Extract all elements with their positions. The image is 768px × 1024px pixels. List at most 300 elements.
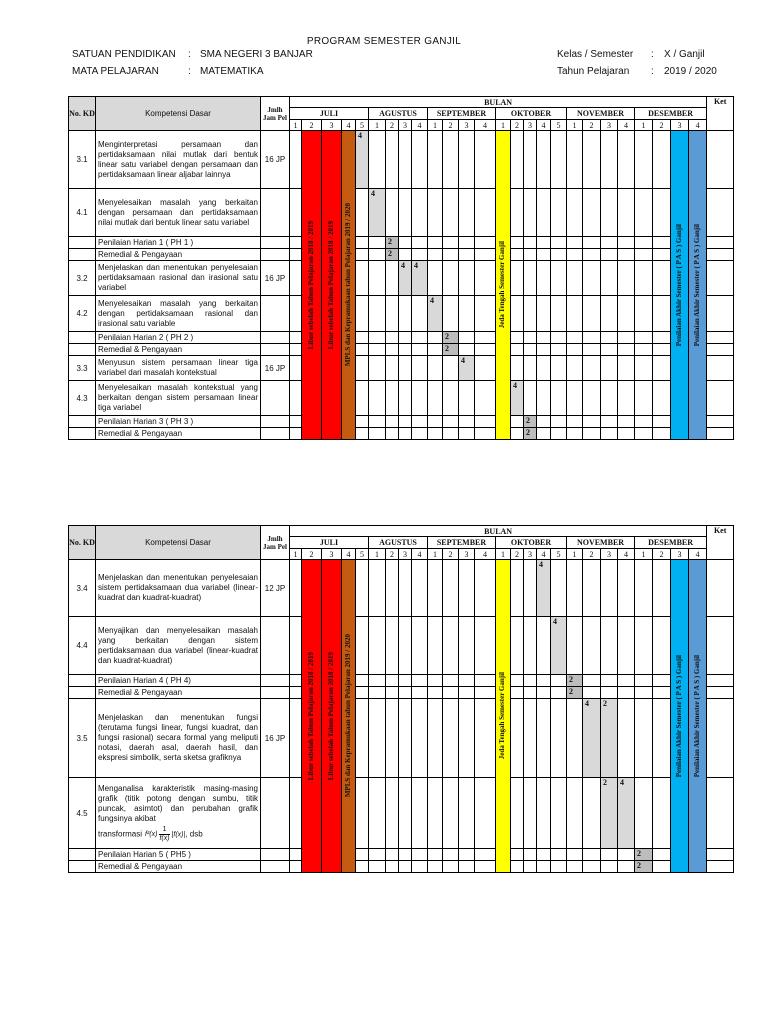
jp-value	[261, 189, 290, 237]
week-cell	[567, 861, 583, 873]
week-allocation	[428, 296, 443, 332]
week-number: 2	[302, 549, 322, 560]
ket-cell	[707, 416, 734, 428]
week-number: 3	[322, 549, 342, 560]
week-cell	[551, 416, 567, 428]
week-allocation	[635, 849, 653, 861]
week-cell	[428, 778, 443, 849]
kelas-colon: :	[651, 49, 654, 60]
bulan-header: BULAN	[290, 97, 707, 108]
ket-cell	[707, 687, 734, 699]
table-row	[69, 617, 734, 675]
week-number: 1	[567, 120, 583, 131]
week-cell	[399, 861, 412, 873]
week-cell	[524, 261, 537, 296]
week-cell	[653, 344, 671, 356]
week-cell	[356, 237, 369, 249]
month-header: JULI	[290, 108, 369, 120]
week-cell	[618, 560, 635, 617]
week-cell	[428, 332, 443, 344]
week-cell	[537, 296, 551, 332]
week-cell	[524, 687, 537, 699]
week-cell	[551, 261, 567, 296]
jp-count: 4	[401, 261, 405, 270]
week-number: 2	[511, 120, 524, 131]
week-cell	[443, 296, 459, 332]
week-cell	[511, 560, 524, 617]
week-cell	[567, 699, 583, 778]
week-cell	[356, 617, 369, 675]
week-cell	[399, 560, 412, 617]
week-cell	[583, 131, 601, 189]
jp-value	[261, 861, 290, 873]
kd-number: 4.4	[69, 617, 96, 675]
kd-text: Remedial & Pengayaan	[98, 250, 183, 259]
week-cell	[369, 560, 386, 617]
week-cell	[567, 296, 583, 332]
week-cell	[475, 189, 496, 237]
week-cell	[618, 381, 635, 416]
jp-count: 4	[371, 189, 375, 198]
week-number: 1	[428, 549, 443, 560]
week-number: 4	[537, 120, 551, 131]
week-cell	[475, 332, 496, 344]
jp-value	[261, 416, 290, 428]
week-cell	[511, 131, 524, 189]
pas-label-1: Penilaian Akhir Semester ( P A S ) Ganjil	[674, 654, 683, 778]
ket-cell	[707, 131, 734, 189]
week-number: 2	[443, 549, 459, 560]
week-cell	[290, 687, 302, 699]
week-cell	[475, 249, 496, 261]
jp-value	[261, 381, 290, 416]
pas-label-2-cell	[689, 131, 707, 440]
week-cell	[583, 296, 601, 332]
kd-number: 3.4	[69, 560, 96, 617]
week-number: 3	[322, 120, 342, 131]
jp-count: 2	[526, 428, 530, 437]
jp-value: 16 JP	[261, 699, 290, 778]
table-row	[69, 381, 734, 416]
week-cell	[399, 131, 412, 189]
week-cell	[618, 675, 635, 687]
ket-cell	[707, 861, 734, 873]
week-cell	[583, 416, 601, 428]
week-cell	[443, 617, 459, 675]
mapel-value: MATEMATIKA	[200, 66, 264, 77]
week-cell	[635, 261, 653, 296]
kd-description	[96, 261, 261, 296]
kompetensi-header: Kompetensi Dasar	[96, 526, 261, 560]
table-row	[69, 356, 734, 381]
week-number: 1	[567, 549, 583, 560]
week-cell	[369, 699, 386, 778]
tahun-label: Tahun Pelajaran	[557, 66, 630, 77]
week-cell	[618, 332, 635, 344]
week-cell	[551, 861, 567, 873]
week-cell	[475, 261, 496, 296]
week-cell	[428, 699, 443, 778]
week-number: 1	[369, 549, 386, 560]
week-cell	[356, 560, 369, 617]
kd-number: 3.3	[69, 356, 96, 381]
table-row	[69, 560, 734, 617]
kelas-value: X / Ganjil	[664, 49, 705, 60]
kd-number: 4.5	[69, 778, 96, 849]
week-cell	[356, 189, 369, 237]
week-cell	[583, 356, 601, 381]
formula-abs: |f(x)|	[171, 831, 186, 839]
week-cell	[537, 699, 551, 778]
week-cell	[635, 560, 653, 617]
ket-cell	[707, 344, 734, 356]
week-cell	[583, 189, 601, 237]
week-cell	[356, 687, 369, 699]
formula-prefix: transformasi	[98, 829, 143, 839]
week-allocation	[601, 778, 618, 849]
week-allocation	[386, 237, 399, 249]
week-cell	[386, 189, 399, 237]
pas-label-1: Penilaian Akhir Semester ( P A S ) Ganjil	[674, 223, 683, 347]
week-cell	[524, 560, 537, 617]
week-number: 1	[635, 549, 653, 560]
week-cell	[412, 189, 428, 237]
week-cell	[567, 131, 583, 189]
week-cell	[443, 778, 459, 849]
jp-count: 2	[388, 237, 392, 246]
week-cell	[537, 344, 551, 356]
kd-text: Menganalisa karakteristik masing-masing grafik (titik potong dengan sumbu, titik puncak, asimtot) dan perubahan grafik fungsinya akibat	[98, 783, 258, 823]
month-header: OKTOBER	[496, 537, 567, 549]
mapel-colon: :	[188, 66, 191, 77]
week-cell	[356, 699, 369, 778]
week-number: 4	[475, 549, 496, 560]
kd-text: Remedial & Pengayaan	[98, 345, 183, 354]
week-cell	[369, 416, 386, 428]
libur-label-1-cell	[302, 560, 322, 873]
week-allocation	[459, 356, 475, 381]
week-cell	[443, 416, 459, 428]
week-cell	[583, 261, 601, 296]
month-header: AGUSTUS	[369, 537, 428, 549]
week-number: 5	[551, 549, 567, 560]
week-cell	[635, 189, 653, 237]
week-cell	[601, 249, 618, 261]
week-cell	[511, 189, 524, 237]
week-cell	[356, 778, 369, 849]
week-number: 2	[653, 120, 671, 131]
week-allocation	[369, 189, 386, 237]
jp-value	[261, 296, 290, 332]
table-row	[69, 861, 734, 873]
week-cell	[524, 699, 537, 778]
week-cell	[524, 189, 537, 237]
jp-value	[261, 617, 290, 675]
tahun-value: 2019 / 2020	[664, 66, 717, 77]
week-cell	[369, 861, 386, 873]
week-allocation	[356, 131, 369, 189]
week-number: 4	[618, 549, 635, 560]
week-cell	[290, 675, 302, 687]
jp-count: 4	[430, 296, 434, 305]
week-cell	[290, 428, 302, 440]
kd-number: 3.5	[69, 699, 96, 778]
week-cell	[356, 416, 369, 428]
week-cell	[475, 356, 496, 381]
week-cell	[537, 249, 551, 261]
week-cell	[475, 861, 496, 873]
week-cell	[369, 617, 386, 675]
week-number: 3	[524, 549, 537, 560]
assessment-label	[96, 861, 261, 873]
week-cell	[475, 416, 496, 428]
week-cell	[290, 849, 302, 861]
jp-value	[261, 332, 290, 344]
month-header: JULI	[290, 537, 369, 549]
week-cell	[443, 428, 459, 440]
week-cell	[524, 131, 537, 189]
week-number: 4	[342, 549, 356, 560]
week-cell	[635, 416, 653, 428]
no-kd-header: No. KD	[69, 526, 96, 560]
jp-value: 16 JP	[261, 261, 290, 296]
week-cell	[369, 249, 386, 261]
week-cell	[583, 428, 601, 440]
week-cell	[399, 849, 412, 861]
kd-text: Menjelaskan dan menentukan fungsi (terutama fungsi linear, fungsi kuadrat, dan fungsi rasional) secara formal yang meliputi notasi, daerah asal, daerah hasil, dan ekspresi simbolik, serta sketsa grafiknya	[98, 713, 258, 762]
jp-count: 2	[637, 849, 641, 858]
month-header: NOVEMBER	[567, 108, 635, 120]
kd-number: 4.1	[69, 189, 96, 237]
week-allocation	[537, 560, 551, 617]
jp-count: 4	[414, 261, 418, 270]
mpls-label-cell	[342, 560, 356, 873]
week-cell	[618, 261, 635, 296]
libur-label-1: Libur sebelah Tahun Pelajaran 2018 / 2019	[306, 651, 315, 781]
kd-number	[69, 687, 96, 699]
week-cell	[290, 617, 302, 675]
week-cell	[443, 189, 459, 237]
kd-text: Penilaian Harian 5 ( PH5 )	[98, 850, 191, 859]
jp-value	[261, 249, 290, 261]
week-cell	[428, 356, 443, 381]
week-cell	[443, 560, 459, 617]
kelas-label: Kelas / Semester	[557, 49, 634, 60]
week-allocation	[601, 699, 618, 778]
mpls-label: MPLS dan Kepramukaan tahun Pelajaran 2019 / 2020	[343, 634, 352, 798]
table-row	[69, 261, 734, 296]
week-cell	[653, 189, 671, 237]
week-cell	[635, 344, 653, 356]
week-cell	[412, 381, 428, 416]
week-allocation	[551, 617, 567, 675]
week-cell	[601, 381, 618, 416]
week-cell	[475, 778, 496, 849]
week-number: 2	[386, 549, 399, 560]
formula-frac-top: 1	[159, 826, 169, 835]
kd-description	[96, 189, 261, 237]
week-cell	[618, 189, 635, 237]
week-cell	[511, 778, 524, 849]
week-cell	[356, 296, 369, 332]
week-cell	[524, 849, 537, 861]
week-allocation	[567, 687, 583, 699]
week-number: 2	[443, 120, 459, 131]
week-cell	[399, 332, 412, 344]
week-cell	[443, 849, 459, 861]
week-cell	[386, 861, 399, 873]
week-cell	[475, 617, 496, 675]
week-cell	[412, 296, 428, 332]
week-cell	[511, 687, 524, 699]
week-cell	[399, 189, 412, 237]
week-cell	[428, 675, 443, 687]
week-cell	[459, 617, 475, 675]
ket-cell	[707, 699, 734, 778]
week-cell	[511, 849, 524, 861]
kd-number: 4.2	[69, 296, 96, 332]
week-number: 5	[356, 120, 369, 131]
week-cell	[537, 675, 551, 687]
kd-text: Menyelesaikan masalah yang berkaitan dengan persamaan dan pertidaksamaan nilai mutlak dari bentuk linear satu variabel	[98, 197, 258, 227]
week-cell	[524, 332, 537, 344]
week-cell	[618, 699, 635, 778]
week-cell	[537, 778, 551, 849]
week-cell	[537, 687, 551, 699]
libur-label-2: Libur sebelah Tahun Pelajaran 2018 / 2019	[326, 220, 335, 350]
kd-number	[69, 249, 96, 261]
week-cell	[524, 249, 537, 261]
ket-cell	[707, 261, 734, 296]
kd-text: Remedial & Pengayaan	[98, 429, 183, 438]
satuan-value: SMA NEGERI 3 BANJAR	[200, 49, 313, 60]
week-cell	[399, 344, 412, 356]
week-cell	[386, 416, 399, 428]
kd-number	[69, 416, 96, 428]
kd-description	[96, 699, 261, 778]
week-number: 5	[551, 120, 567, 131]
table-row	[69, 249, 734, 261]
week-cell	[290, 296, 302, 332]
jp-value: 16 JP	[261, 356, 290, 381]
week-number: 1	[496, 120, 511, 131]
table-row	[69, 344, 734, 356]
week-cell	[635, 356, 653, 381]
week-cell	[601, 344, 618, 356]
week-cell	[601, 189, 618, 237]
week-cell	[399, 381, 412, 416]
ket-cell	[707, 237, 734, 249]
assessment-label	[96, 249, 261, 261]
week-cell	[537, 381, 551, 416]
week-cell	[567, 778, 583, 849]
ket-cell	[707, 296, 734, 332]
week-cell	[356, 675, 369, 687]
ket-header: Ket	[707, 526, 734, 560]
week-cell	[635, 778, 653, 849]
week-cell	[399, 356, 412, 381]
week-cell	[653, 332, 671, 344]
week-cell	[567, 237, 583, 249]
week-number: 1	[290, 120, 302, 131]
month-header: SEPTEMBER	[428, 537, 496, 549]
week-allocation	[524, 428, 537, 440]
week-cell	[537, 617, 551, 675]
week-cell	[653, 381, 671, 416]
week-cell	[524, 356, 537, 381]
jp-value	[261, 778, 290, 849]
week-cell	[386, 356, 399, 381]
jp-count: 2	[569, 675, 573, 684]
jp-count: 4	[553, 617, 557, 626]
week-cell	[635, 687, 653, 699]
week-cell	[475, 699, 496, 778]
week-cell	[618, 861, 635, 873]
week-number: 3	[671, 549, 689, 560]
week-number: 3	[601, 549, 618, 560]
week-cell	[428, 131, 443, 189]
week-cell	[635, 237, 653, 249]
week-cell	[551, 249, 567, 261]
week-cell	[369, 356, 386, 381]
week-allocation	[386, 249, 399, 261]
kd-text: Remedial & Pengayaan	[98, 688, 183, 697]
table-row	[69, 778, 734, 849]
week-cell	[475, 296, 496, 332]
week-cell	[386, 381, 399, 416]
formula-suffix: , dsb	[185, 829, 203, 839]
week-cell	[537, 261, 551, 296]
week-cell	[443, 675, 459, 687]
week-cell	[618, 249, 635, 261]
jp-count: 2	[526, 416, 530, 425]
week-number: 2	[583, 120, 601, 131]
week-cell	[567, 849, 583, 861]
week-cell	[653, 261, 671, 296]
week-cell	[475, 560, 496, 617]
week-cell	[511, 249, 524, 261]
week-cell	[567, 344, 583, 356]
week-cell	[653, 237, 671, 249]
kd-description	[96, 131, 261, 189]
week-cell	[386, 778, 399, 849]
week-cell	[369, 261, 386, 296]
week-cell	[635, 699, 653, 778]
week-allocation	[618, 778, 635, 849]
week-cell	[369, 687, 386, 699]
week-cell	[524, 778, 537, 849]
week-cell	[443, 249, 459, 261]
jp-count: 2	[603, 778, 607, 787]
week-cell	[653, 428, 671, 440]
kd-text: Menyelesaikan masalah yang berkaitan dengan pertidaksamaan rasional dan irasional satu variable	[98, 298, 258, 328]
kd-number	[69, 344, 96, 356]
satuan-label: SATUAN PENDIDIKAN	[72, 49, 176, 60]
week-cell	[459, 675, 475, 687]
week-cell	[290, 131, 302, 189]
week-cell	[386, 261, 399, 296]
week-cell	[459, 699, 475, 778]
week-cell	[601, 131, 618, 189]
libur-label-2: Libur sebelah Tahun Pelajaran 2018 / 2019	[326, 651, 335, 781]
week-cell	[511, 699, 524, 778]
assessment-label	[96, 344, 261, 356]
week-cell	[459, 428, 475, 440]
week-cell	[290, 699, 302, 778]
week-cell	[653, 778, 671, 849]
week-cell	[386, 560, 399, 617]
week-number: 4	[689, 549, 707, 560]
